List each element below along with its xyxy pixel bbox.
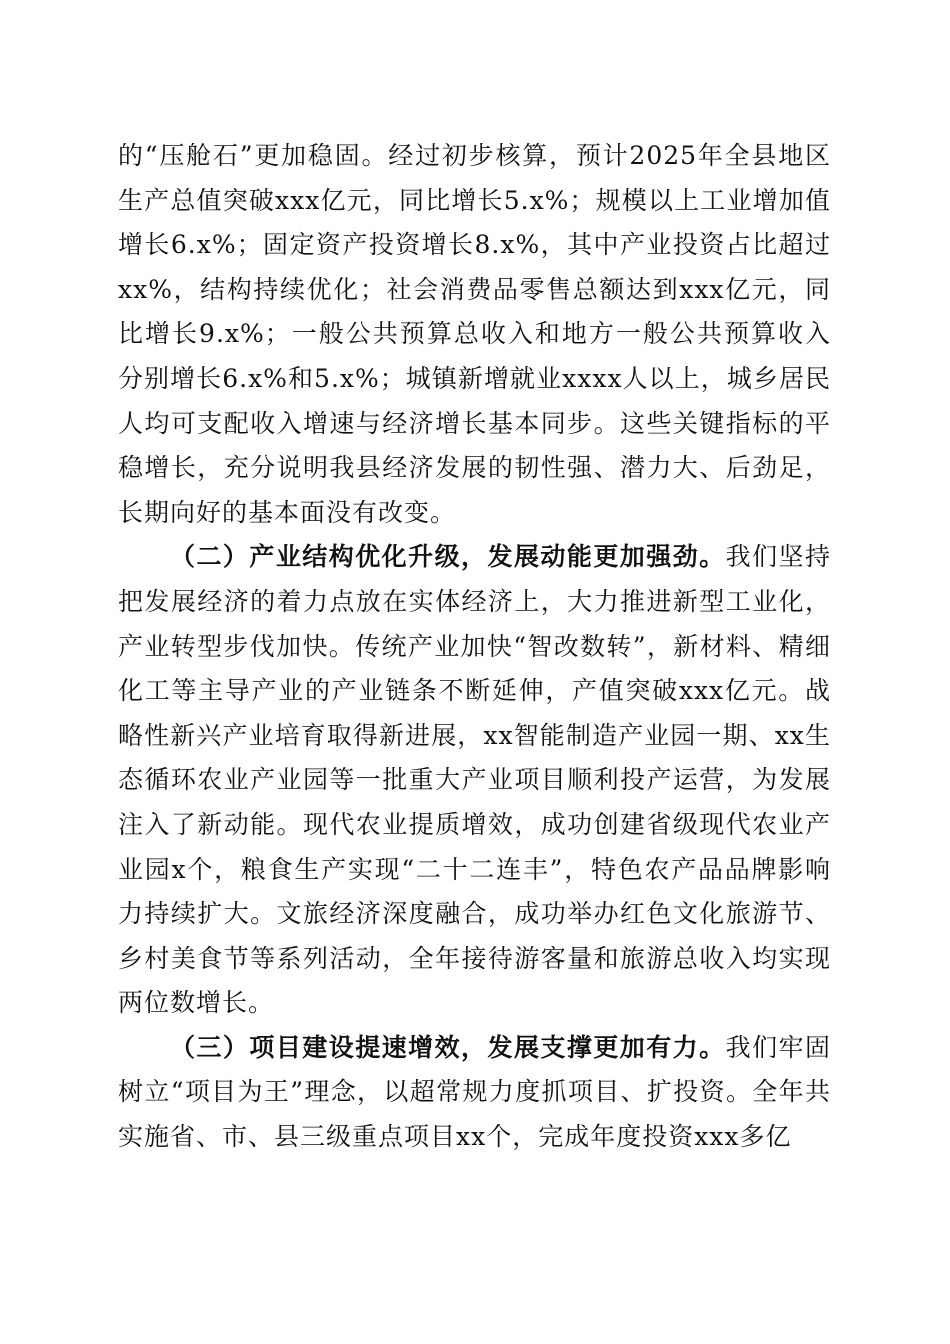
paragraph-3-text: 我们牢固树立“项目为王”理念，以超常规力度抓项目、扩投资。全年共实施省、市、县三级重点项目xx个，完成年度投资xxx多亿 [118,1032,831,1152]
paragraph-3 [118,1026,831,1160]
paragraph-3-heading: （三）项目建设提速增效，发展支撑更加有力。 [170,1032,726,1062]
paragraph-2-text: 我们坚持把发展经济的着力点放在实体经济上，大力推进新型工业化，产业转型步伐加快。传统产业加快“智改数转”，新材料、精细化工等主导产业的产业链条不断延伸，产值突破xxx亿元。战略性新兴产业培育取得新进展，xx智能制造产业园一期、xx生态循环农业产业园等一批重大产业项目顺利投产运营，为发展注入了新动能。现代农业提质增效，成功创建省级现代农业产业园x个，粮食生产实现“二十二连丰”，特色农产品品牌影响力持续扩大。文旅经济深度融合，成功举办红色文化旅游节、乡村美食节等系列活动，全年接待游客量和旅游总收入均实现两位数增长。 [118,542,831,1018]
paragraph-1 [118,134,831,535]
paragraph-1-text: 的“压舱石”更加稳固。经过初步核算，预计2025年全县地区生产总值突破xxx亿元，同比增长5.x%；规模以上工业增加值增长6.x%；固定资产投资增长8.x%，其中产业投资占比超过xx%，结构持续优化；社会消费品零售总额达到xxx亿元，同比增长9.x%；一般公共预算总收入和地方一般公共预算收入分别增长6.x%和5.x%；城镇新增就业xxxx人以上，城乡居民人均可支配收入增速与经济增长基本同步。这些关键指标的平稳增长，充分说明我县经济发展的韧性强、潜力大、后劲足，长期向好的基本面没有改变。 [118,141,831,527]
paragraph-2-heading: （二）产业结构优化升级，发展动能更加强劲。 [170,542,726,572]
document-body [118,134,831,1160]
paragraph-2 [118,535,831,1026]
